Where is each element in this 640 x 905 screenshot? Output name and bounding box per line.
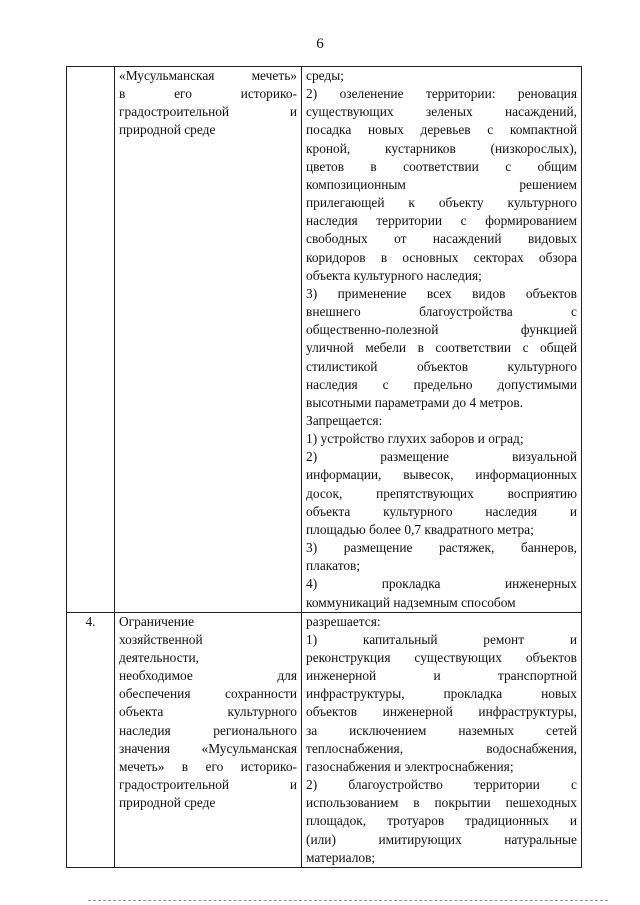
requirement-line: стилистикой объектов культурного bbox=[306, 358, 577, 374]
requirements-cell bbox=[302, 67, 582, 613]
restriction-name-cell bbox=[115, 67, 302, 613]
restriction-name-line: градостроительной и bbox=[119, 777, 297, 793]
restriction-name-line: значения «Мусульманская bbox=[119, 740, 297, 756]
requirement-line: прилегающей к объекту культурного bbox=[306, 195, 577, 211]
restriction-name-line: Ограничение bbox=[119, 613, 195, 629]
requirement-line: 3) размещение растяжек, баннеров, bbox=[306, 540, 577, 556]
requirement-line: использованием в покрытии пешеходных bbox=[306, 795, 577, 811]
requirements-cell bbox=[302, 612, 582, 867]
requirement-line: кроной, кустарников (низкорослых), bbox=[306, 140, 577, 156]
restriction-name-line: хозяйственной bbox=[119, 631, 203, 647]
requirement-line: площадок, тротуаров традиционных и bbox=[306, 813, 577, 829]
requirement-line: 1) капитальный ремонт и bbox=[306, 631, 577, 647]
restriction-name-line: деятельности, bbox=[119, 650, 200, 665]
requirement-line: наследия территории с формированием bbox=[306, 213, 577, 229]
requirement-line: 2) озеленение территории: реновация bbox=[306, 86, 577, 102]
requirement-line: информации, вывесок, информационных bbox=[306, 467, 577, 483]
page-bottom-rule bbox=[88, 900, 608, 901]
requirement-line: коридоров в основных секторах обзора bbox=[306, 249, 577, 265]
requirement-line: объекта культурного наследия и bbox=[306, 503, 577, 519]
requirement-line: композиционным решением bbox=[306, 176, 577, 192]
restriction-name-cell bbox=[115, 612, 302, 867]
requirement-line: (или) имитирующих натуральные bbox=[306, 831, 577, 847]
restriction-name-line: обеспечения сохранности bbox=[119, 686, 297, 702]
regulations-table bbox=[66, 66, 582, 868]
restriction-name-line: наследия регионального bbox=[119, 722, 297, 738]
requirement-line: общественно-полезной функцией bbox=[306, 322, 577, 338]
restriction-name-line: мечеть» в его историко- bbox=[119, 758, 297, 774]
table-row bbox=[67, 67, 582, 613]
restriction-name-line: природной среде bbox=[119, 795, 216, 811]
restriction-name-line: необходимое для bbox=[119, 668, 297, 684]
requirement-line: цветов в соответствии с общим bbox=[306, 158, 577, 174]
requirement-line: Запрещается: bbox=[306, 412, 383, 428]
requirement-line: материалов; bbox=[306, 849, 376, 865]
requirement-line: существующих зеленых насаждений, bbox=[306, 104, 577, 120]
requirement-line: высотными параметрами до 4 метров. bbox=[306, 394, 523, 410]
requirement-line: 3) применение всех видов объектов bbox=[306, 285, 577, 301]
requirement-line: свободных от насаждений видовых bbox=[306, 231, 577, 247]
row-number-cell: 4. bbox=[67, 612, 115, 867]
requirement-line: инфраструктуры, прокладка новых bbox=[306, 686, 577, 702]
table-body bbox=[67, 67, 582, 868]
requirement-line: объекта культурного наследия; bbox=[306, 267, 482, 283]
requirement-line: инженерной и транспортной bbox=[306, 668, 577, 684]
requirement-line: плакатов; bbox=[306, 558, 361, 574]
table-row bbox=[67, 612, 582, 867]
restriction-name-line: градостроительной и bbox=[119, 104, 297, 120]
requirement-line: разрешается: bbox=[306, 613, 381, 629]
requirement-line: коммуникаций надземным способом bbox=[306, 594, 516, 610]
requirement-line: площадью более 0,7 квадратного метра; bbox=[306, 521, 534, 537]
restriction-name-line: природной среде bbox=[119, 122, 216, 138]
requirement-line: 2) благоустройство территории с bbox=[306, 777, 577, 793]
requirement-line: реконструкция существующих объектов bbox=[306, 650, 577, 665]
requirement-line: уличной мебели в соответствии с общей bbox=[306, 340, 577, 356]
requirement-line: объектов инженерной инфраструктуры, bbox=[306, 704, 577, 720]
requirement-line: 4) прокладка инженерных bbox=[306, 576, 577, 592]
row-number-cell bbox=[67, 67, 115, 613]
requirement-line: внешнего благоустройства с bbox=[306, 304, 577, 320]
requirement-line: теплоснабжения, водоснабжения, bbox=[306, 740, 577, 756]
requirement-line: досок, препятствующих восприятию bbox=[306, 485, 577, 501]
restriction-name-line: «Мусульманская мечеть» bbox=[119, 68, 297, 83]
requirement-line: 2) размещение визуальной bbox=[306, 449, 577, 465]
requirement-line: 1) устройство глухих заборов и оград; bbox=[306, 431, 524, 447]
restriction-name-line: объекта культурного bbox=[119, 704, 297, 720]
requirement-line: посадка новых деревьев с компактной bbox=[306, 122, 577, 138]
requirement-line: за исключением наземных сетей bbox=[306, 722, 577, 738]
requirement-line: наследия с предельно допустимыми bbox=[306, 376, 577, 392]
requirement-line: среды; bbox=[306, 68, 344, 83]
requirement-line: газоснабжения и электроснабжения; bbox=[306, 758, 514, 774]
restriction-name-line: в его историко- bbox=[119, 86, 297, 102]
page-number: 6 bbox=[316, 36, 324, 52]
